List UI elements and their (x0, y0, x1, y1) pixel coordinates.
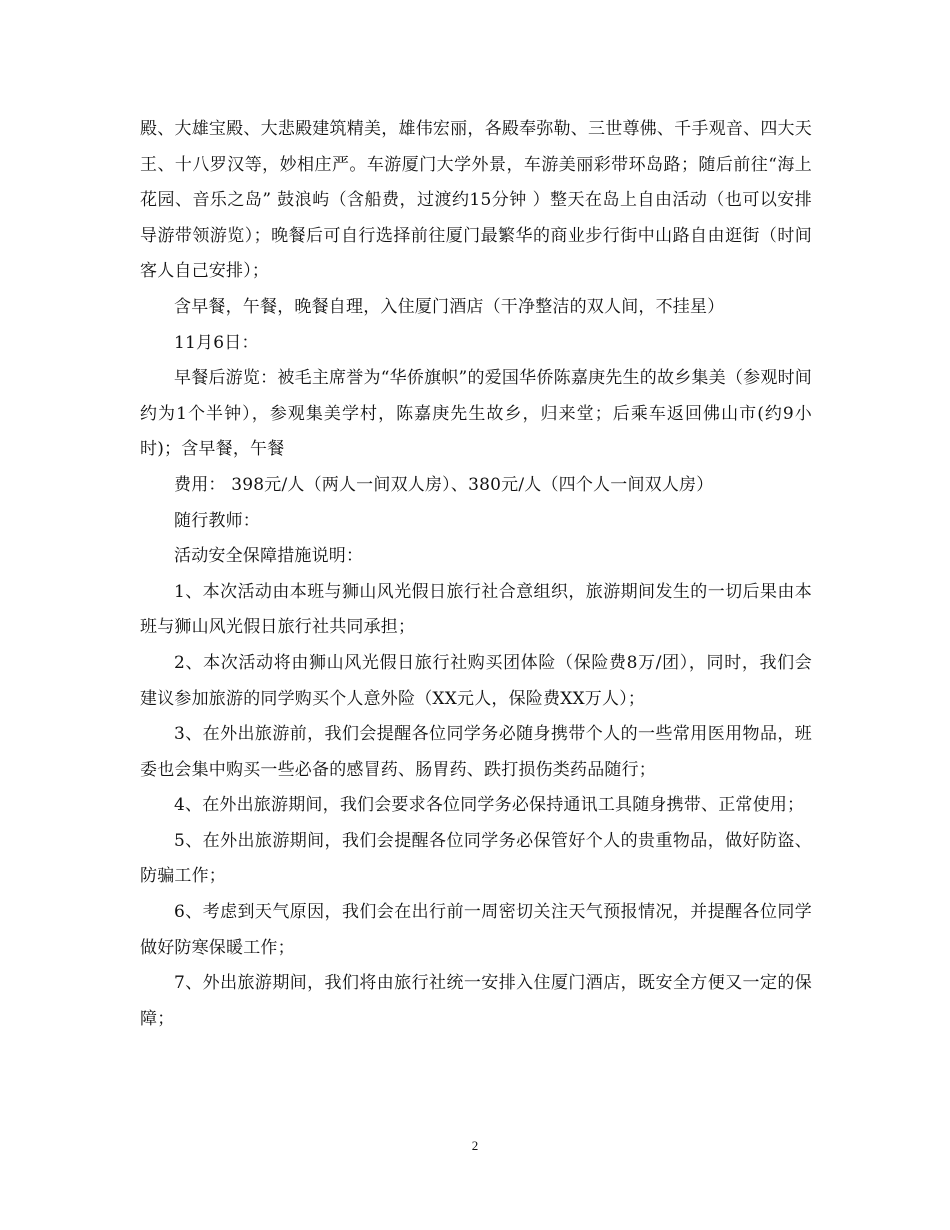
paragraph-safety-item-7: 7、外出旅游期间，我们将由旅行社统一安排入住厦门酒店，既安全方便又一定的保障； (140, 973, 812, 1029)
paragraph-itinerary-day-continued: 殿、大雄宝殿、大悲殿建筑精美，雄伟宏丽，各殿奉弥勒、三世尊佛、千手观音、四大天王、十八罗汉等，妙相庄严。车游厦门大学外景，车游美丽彩带环岛路；随后前往“海上花园、音乐之岛” 鼓浪屿（含船费，过渡约15分钟 ）整天在岛上自由活动（也可以安排导游带领游览）；晚餐后可自行选择前往厦门最繁华的商业步行街中山路自由逛街（时间客人自己安排）； (140, 119, 812, 282)
paragraph-meals-hotel: 含早餐，午餐，晚餐自理，入住厦门酒店（干净整洁的双人间，不挂星） (174, 296, 725, 317)
paragraph-safety-item-5: 5、在外出旅游期间，我们会提醒各位同学务必保管好个人的贵重物品，做好防盗、防骗工作； (140, 830, 812, 887)
paragraph-jimei-tour: 早餐后游览：被毛主席誉为“华侨旗帜”的爱国华侨陈嘉庚先生的故乡集美（参观时间约为1个半钟），参观集美学村，陈嘉庚先生故乡，归来堂；后乘车返回佛山市(约9小时)；含早餐，午餐 (140, 368, 812, 460)
document-body (140, 112, 812, 1037)
paragraph-safety-item-4: 4、在外出旅游期间，我们会要求各位同学务必保持通讯工具随身携带、正常使用； (174, 795, 805, 816)
paragraph-cost: 费用： 398元/人（两人一间双人房）、380元/人（四个人一间双人房） (174, 474, 714, 495)
paragraph-date-nov-6: 11月6日： (174, 332, 259, 353)
paragraph-safety-item-6: 6、考虑到天气原因，我们会在出行前一周密切关注天气预报情况，并提醒各位同学做好防寒保暖工作； (140, 902, 812, 958)
paragraph-safety-item-1: 1、本次活动由本班与狮山风光假日旅行社合意组织，旅游期间发生的一切后果由本班与狮山风光假日旅行社共同承担； (140, 581, 812, 638)
paragraph-safety-heading: 活动安全保障措施说明： (174, 546, 364, 567)
paragraph-safety-item-2: 2、本次活动将由狮山风光假日旅行社购买团体险（保险费8万/团），同时，我们会建议参加旅游的同学购买个人意外险（XX元人，保险费XX万人）； (140, 652, 812, 709)
paragraph-accompanying-teacher: 随行教师： (174, 510, 260, 531)
paragraph-safety-item-3: 3、在外出旅游前，我们会提醒各位同学务必随身携带个人的一些常用医用物品，班委也会集中购买一些必备的感冒药、肠胃药、跌打损伤类药品随行； (140, 724, 812, 780)
page-number: 2 (471, 1138, 479, 1153)
